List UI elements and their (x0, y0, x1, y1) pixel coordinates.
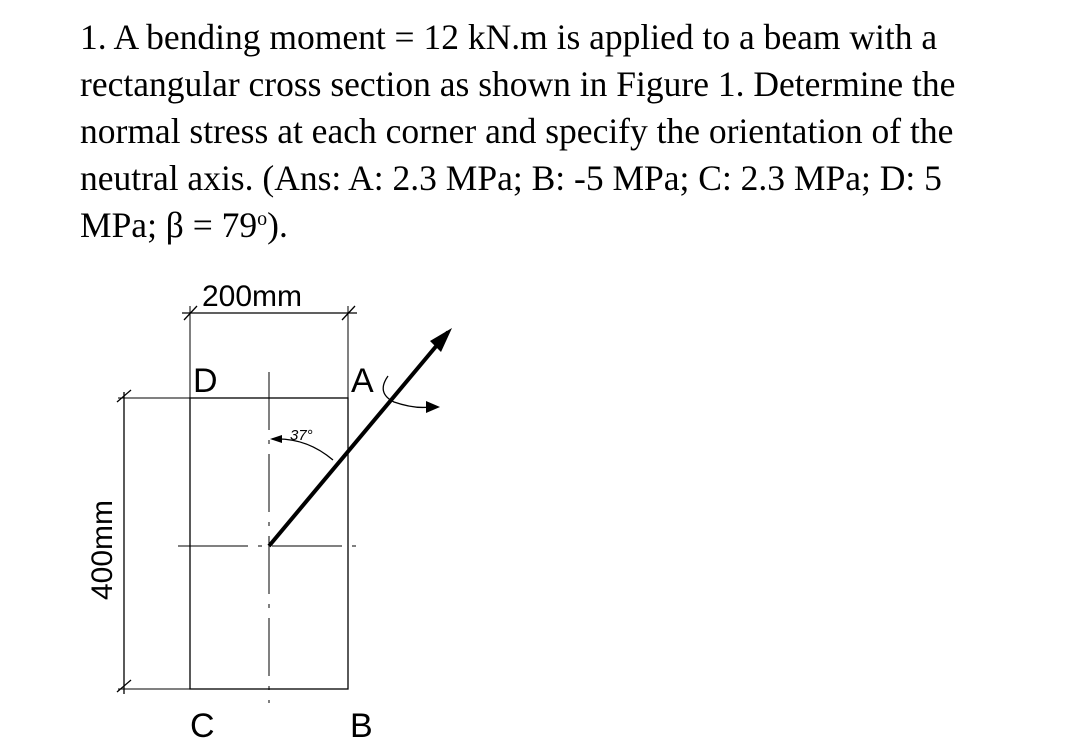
angle-label: 37° (290, 427, 313, 444)
corner-label-b: B (350, 707, 373, 745)
corner-label-a: A (351, 362, 374, 400)
problem-line-3: normal stress at each corner and specify the orientation of the (80, 111, 954, 151)
problem-line-1: 1. A bending moment = 12 kN.m is applied to a beam with a (80, 17, 938, 57)
height-label: 400mm (86, 499, 119, 600)
problem-line-4: neutral axis. (Ans: A: 2.3 MPa; B: -5 MPa; C: 2.3 MPa; D: 5 (80, 158, 942, 198)
height-dimension (86, 390, 131, 694)
width-dimension (182, 280, 357, 320)
corner-label-c: C (190, 707, 215, 745)
problem-line-2: rectangular cross section as shown in Figure 1. Determine the (80, 64, 956, 104)
problem-line-5-end: ). (267, 205, 288, 245)
centerlines (178, 372, 362, 703)
corner-label-d: D (193, 362, 218, 400)
problem-line-5-text: MPa; β = 79 (80, 205, 258, 245)
rotation-arc-arrowhead (426, 401, 440, 413)
angle-arc-arrowhead (270, 435, 282, 443)
width-label: 200mm (202, 280, 303, 313)
degree-superscript: o (257, 208, 268, 230)
extension-lines (118, 306, 348, 689)
